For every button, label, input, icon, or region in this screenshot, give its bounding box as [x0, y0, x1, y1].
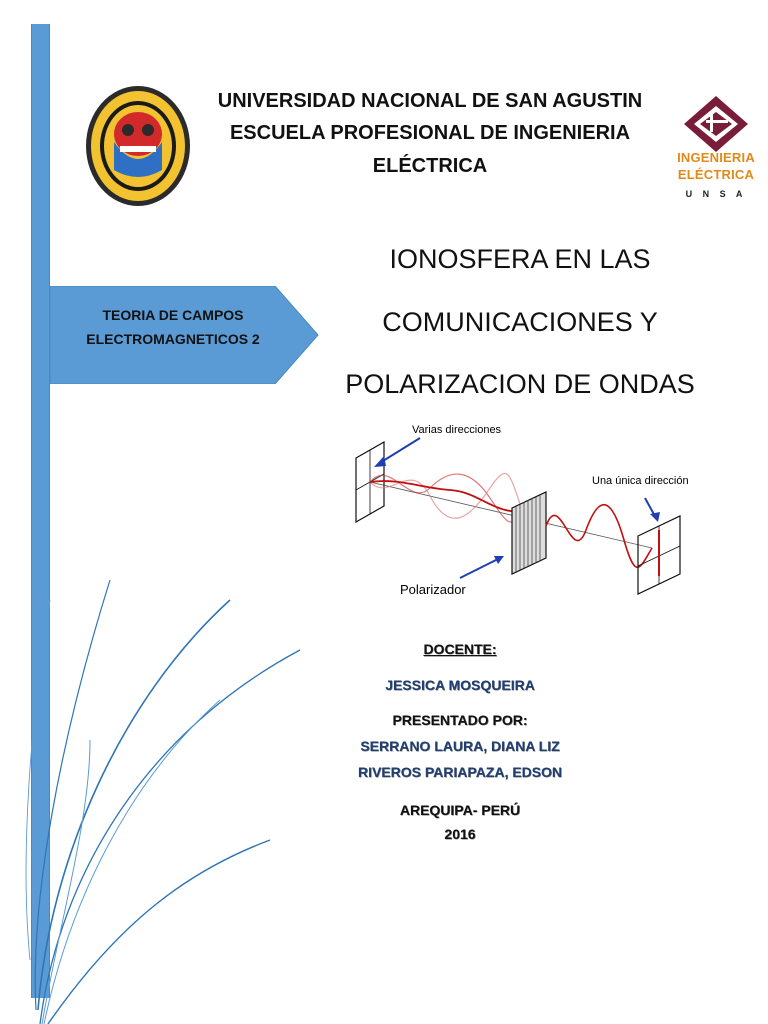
logo-word-unsa: U N S A — [685, 189, 747, 199]
polarization-diagram — [340, 418, 720, 608]
student-2: RIVEROS PARIAPAZA, EDSON — [357, 764, 563, 780]
label-polarizer: Polarizador — [400, 582, 466, 597]
course-name-line1: TEORIA DE CAMPOS — [102, 307, 244, 323]
student-1: SERRANO LAURA, DIANA LIZ — [360, 738, 560, 754]
school-name-line1: ESCUELA PROFESIONAL DE INGENIERIA — [229, 122, 631, 144]
label-single-direction: Una única dirección — [592, 475, 689, 487]
year: 2016 — [444, 826, 476, 842]
title-line1: IONOSFERA EN LAS — [389, 244, 651, 274]
title-line3: POLARIZACION DE ONDAS — [345, 369, 695, 399]
label-many-directions: Varias direcciones — [412, 424, 502, 436]
title-line2: COMUNICACIONES Y — [382, 307, 658, 337]
school-name-line2: ELÉCTRICA — [372, 155, 488, 177]
place: AREQUIPA- PERÚ — [399, 802, 521, 818]
university-seal-logo — [84, 84, 192, 208]
logo-word-electrica: ELÉCTRICA — [677, 167, 755, 182]
polarization-figure — [340, 418, 720, 608]
logo-word-ingenieria: INGENIERIA — [677, 150, 755, 165]
teacher-name: JESSICA MOSQUEIRA — [385, 677, 535, 693]
decorative-curves — [0, 540, 320, 1024]
teacher-heading: DOCENTE: — [423, 641, 497, 657]
course-name-line2: ELECTROMAGNETICOS 2 — [86, 331, 260, 347]
presented-heading: PRESENTADO POR: — [392, 712, 528, 728]
university-name: UNIVERSIDAD NACIONAL DE SAN AGUSTIN — [217, 90, 643, 112]
